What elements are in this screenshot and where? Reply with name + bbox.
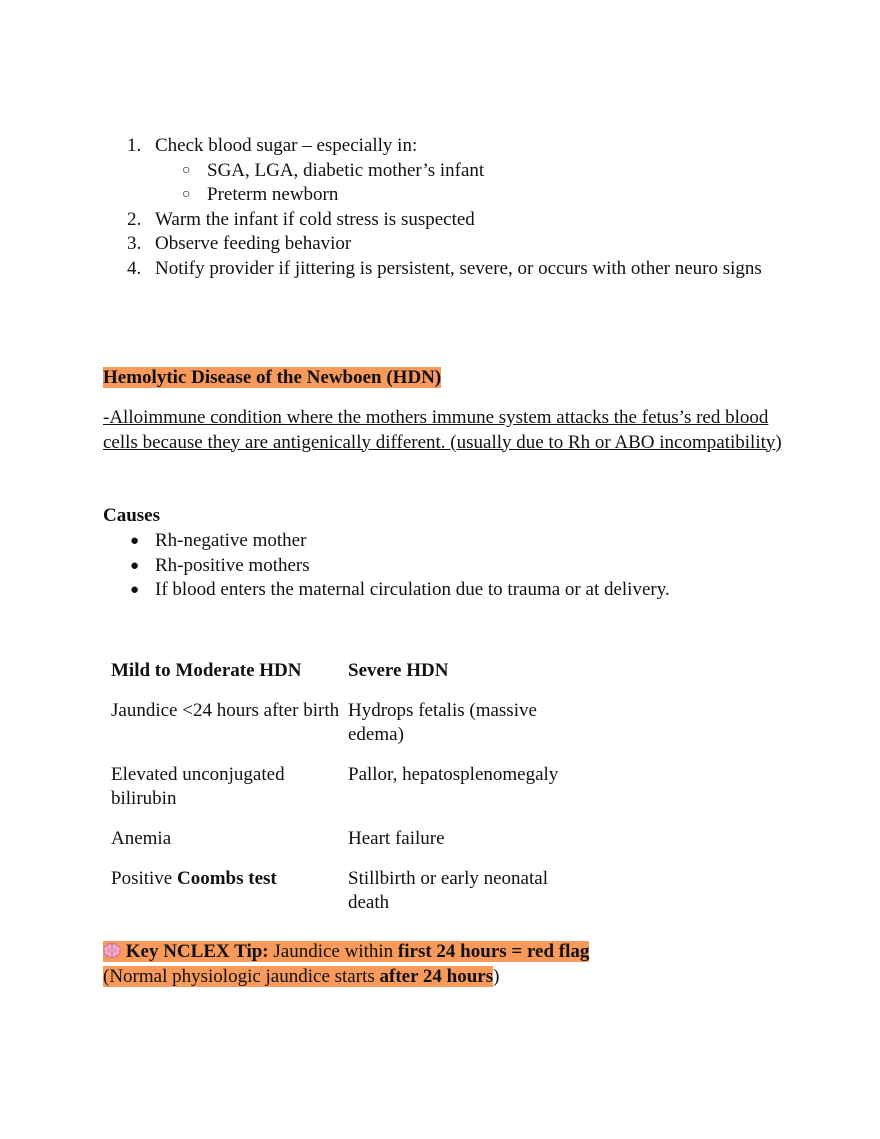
table-header-row: [111, 659, 573, 684]
tip-line-2: [103, 965, 589, 990]
tip-bold-text: first 24 hours = red flag: [397, 941, 590, 962]
table-header-cell: Mild to Moderate HDN: [111, 660, 302, 681]
bullet-item: [0, 529, 880, 554]
bullet-icon: ●: [130, 557, 140, 574]
tip-text: (Normal physiologic jaundice starts: [103, 965, 380, 987]
list-item-text: Observe feeding behavior: [155, 233, 352, 255]
list-item-text: Notify provider if jittering is persistent, severe, or occurs with other neuro signs: [155, 257, 762, 279]
table-cell-severe: Pallor, hepatosplenomegaly: [348, 763, 559, 785]
sub-list-item: [0, 183, 880, 208]
causes-title: Causes: [103, 505, 161, 526]
list-item: [0, 208, 780, 233]
table-row: [111, 867, 573, 916]
actions-numbered-list: [0, 134, 880, 282]
list-number: 2.: [127, 208, 142, 230]
table-row: [111, 763, 573, 812]
section-heading: [103, 366, 441, 391]
list-item: [0, 257, 780, 282]
table-cell-mild: Jaundice <24 hours after birth: [111, 699, 340, 721]
sub-list-item: [0, 159, 880, 184]
bullet-item-text: If blood enters the maternal circulation due to trauma or at delivery.: [155, 579, 670, 601]
table-row: [111, 827, 573, 852]
table-cell-mild: Anemia: [111, 827, 172, 849]
tip-label: Key NCLEX Tip:: [125, 941, 269, 962]
bullet-item: [0, 554, 880, 579]
list-number: 1.: [127, 135, 142, 156]
list-number: 3.: [127, 233, 142, 255]
table-row: [111, 699, 573, 748]
tip-line-1: [103, 940, 589, 965]
table-cell-severe: Hydrops fetalis (massive edema): [348, 699, 537, 746]
hdn-comparison-table: [111, 659, 573, 916]
list-item-text: Check blood sugar – especially in:: [155, 135, 418, 156]
table-cell-mild: [111, 867, 348, 916]
sub-list-item-text: SGA, LGA, diabetic mother’s infant: [207, 159, 485, 181]
sub-list-item-text: Preterm newborn: [207, 184, 339, 206]
bullet-icon: ●: [130, 533, 140, 549]
causes-bullet-list: [0, 529, 880, 603]
cell-bold-text: Coombs test: [176, 867, 277, 889]
bullet-item-text: Rh-positive mothers: [155, 554, 310, 576]
nclex-tip: [103, 940, 589, 989]
section-heading-text: Hemolytic Disease of the Newboen (HDN): [103, 367, 442, 388]
table-cell-severe: Stillbirth or early neonatal death: [348, 867, 548, 914]
list-item: [0, 134, 780, 159]
tip-bold-text: after 24 hours: [379, 965, 494, 987]
brain-icon: [103, 943, 121, 959]
tip-text: ): [493, 965, 500, 987]
bullet-item-text: Rh-negative mother: [155, 530, 307, 551]
definition-paragraph: -Alloimmune condition where the mothers immune system attacks the fetus’s red blood cells because they are antigenically different. (usually due to Rh or ABO incompatibility): [103, 407, 782, 453]
cell-text: Positive: [111, 867, 177, 889]
list-item: [0, 232, 780, 257]
list-item-text: Warm the infant if cold stress is suspected: [155, 208, 475, 230]
tip-text: Jaundice within: [268, 941, 398, 962]
bullet-icon: ●: [130, 582, 140, 599]
table-header-cell: Severe HDN: [348, 660, 449, 681]
hollow-bullet-icon: ○: [182, 187, 191, 203]
list-number: 4.: [127, 257, 142, 279]
table-cell-mild: Elevated unconjugated bilirubin: [111, 763, 285, 810]
table-cell-severe: Heart failure: [348, 827, 445, 849]
bullet-item: [0, 578, 880, 603]
hollow-bullet-icon: ○: [182, 162, 191, 178]
